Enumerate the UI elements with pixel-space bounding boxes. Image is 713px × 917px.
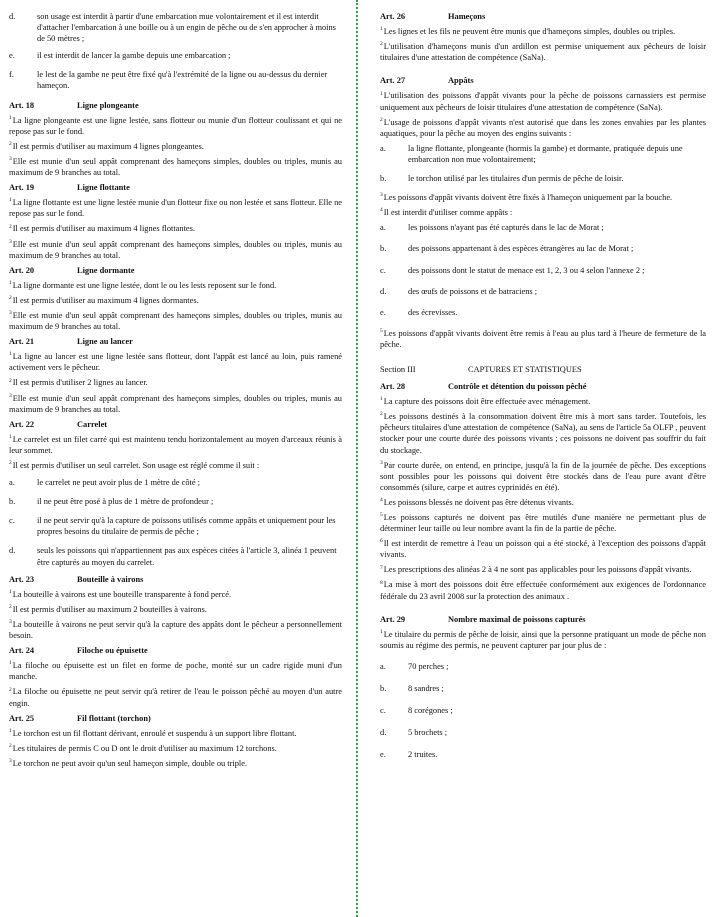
article-29 (380, 614, 706, 761)
paragraph: $^1$La ligne plongeante est une ligne lestée, sans flotteur ou munie d'un flotteur coulissant et qui ne repose pas sur le fond. (9, 114, 342, 136)
article-number: Art. 26 (380, 12, 406, 21)
paragraph: $^1$Les lignes et les fils ne peuvent être munis que d'hameçons simples, doubles ou triples. (380, 26, 676, 37)
article-heading (9, 713, 342, 724)
paragraph: $^2$Il est permis d'utiliser un seul carrelet. Son usage est réglé comme il suit : (9, 460, 260, 470)
item-text: seuls les poissons qui n'appartiennent pas aux espèces citées à l'article 3, alinéa 1 peuvent être capturés au moyen du carrelet. (37, 546, 337, 567)
item-letter: a. (380, 143, 386, 153)
paragraph: $^2$Il est permis d'utiliser au maximum 2 bouteilles à vairons. (9, 604, 207, 614)
article-27 (380, 75, 706, 350)
item-text: des écrevisses. (408, 307, 458, 317)
item-text: le torchon utilisé par les titulaires d'un permis de pêche de loisir. (408, 174, 624, 184)
article-title: Contrôle et détention du poisson pêché (448, 382, 587, 392)
item-letter: a. (9, 478, 15, 488)
item-text: des poissons appartenant à des espèces étrangères au lac de Morat ; (408, 244, 634, 254)
list-item (380, 265, 706, 276)
paragraph: $^8$La mise à mort des poissons doit être effectuée conformément aux exigences de l'ordonnance fédérale du 23 avril 2008 sur la protection des animaux . (380, 579, 706, 601)
paragraph: $^2$Les poissons destinés à la consommation doivent être mis à mort sans tarder. Toutefois, les pêcheurs titulaires d'une attestation de compétence (SaNa), au sens de l'article 5a OLFP , peuvent stocker pour une courte durée des poissons vivants ; ces poissons ne doivent pas souffrir du fait du stockage. (380, 411, 706, 455)
article-26 (380, 11, 706, 63)
section-number: Section III (380, 364, 416, 374)
item-letter: c. (380, 706, 386, 716)
article-title: Filoche ou épuisette (77, 646, 148, 656)
item-letter: b. (9, 497, 16, 507)
paragraph: $^3$Elle est munie d'un seul appât comprenant des hameçons simples, doubles ou triples, munis au maximum de 9 branches au total. (9, 238, 342, 260)
article-title: Fil flottant (torchon) (77, 713, 151, 723)
article-number: Art. 18 (9, 100, 35, 110)
article-title: Hameçons (448, 12, 486, 21)
list-item (9, 11, 342, 44)
article-23 (9, 574, 342, 641)
item-letter: d. (9, 546, 16, 556)
paragraph: $^2$Il est permis d'utiliser au maximum 4 lignes plongeantes. (9, 141, 204, 151)
article-number: Art. 27 (380, 76, 406, 86)
list-item (9, 496, 342, 507)
item-letter: d. (380, 728, 387, 738)
paragraph: $^5$Les poissons d'appât vivants doivent être remis à l'eau au plus tard à l'heure de fermeture de la pêche. (380, 327, 706, 349)
list-item (380, 705, 706, 716)
article-25 (9, 713, 342, 769)
list-item (380, 286, 706, 297)
article-number: Art. 20 (9, 265, 35, 275)
article-heading (9, 182, 342, 193)
item-letter: b. (380, 244, 387, 254)
list-item (380, 307, 706, 318)
article-number: Art. 23 (9, 574, 35, 584)
article-title: Ligne flottante (77, 183, 130, 193)
paragraph: $^4$Les poissons blessés ne doivent pas être détenus vivants. (380, 497, 574, 507)
paragraph: $^5$Les poissons capturés ne doivent pas être mutilés d'une manière ne permettant plus de déterminer leur taille ou leur nombre avant la fin de la partie de pêche. (380, 512, 706, 534)
list-item (9, 515, 342, 537)
item-text: 5 brochets ; (408, 728, 448, 738)
item-letter: b. (380, 174, 387, 184)
paragraph: $^1$L'utilisation des poissons d'appât vivants pour la pêche de poissons carnassiers est permise uniquement aux pêcheurs de loisir titulaires d'une attestation de compétence (SaNa). (380, 90, 706, 112)
article-heading (9, 100, 342, 111)
paragraph: $^2$L'usage de poissons d'appât vivants n'est autorisé que dans les zones envahies par les plantes aquatiques, pour la pêche au moyen des engins suivants : (380, 116, 706, 138)
paragraph: $^2$Il est permis d'utiliser au maximum 4 lignes flottantes. (9, 223, 195, 234)
paragraph: $^2$Les titulaires de permis C ou D ont le droit d'utiliser au maximum 12 torchons. (9, 742, 277, 753)
list-item (380, 143, 706, 165)
paragraph: $^3$Elle est munie d'un seul appât comprenant des hameçons simples, doubles ou triples, munis au maximum de 9 branches au total. (9, 392, 342, 414)
item-text: 8 corégones ; (408, 706, 453, 716)
article-heading (9, 419, 342, 430)
article-24 (9, 645, 342, 708)
item-text: 8 sandres ; (408, 684, 444, 694)
item-text: 70 perches ; (408, 661, 449, 671)
article-heading (380, 11, 706, 22)
column-divider (356, 0, 358, 917)
item-letter: c. (380, 265, 386, 275)
article-title: Nombre maximal de poissons capturés (448, 614, 586, 624)
paragraph: $^3$Elle est munie d'un seul appât comprenant des hameçons simples, doubles ou triples, munis au maximum de 9 branches au total. (9, 156, 342, 178)
list-item (380, 222, 706, 233)
article-heading (380, 75, 706, 86)
article-heading (380, 614, 706, 625)
item-text: il ne peut servir qu'à la capture de poissons utilisés comme appâts et uniquement pour les propres besoins du titulaire de permis de pêche ; (37, 516, 336, 537)
section-title: CAPTURES ET STATISTIQUES (468, 364, 582, 374)
list-item (9, 69, 342, 91)
item-text: le carrelet ne peut avoir plus de 1 mètre de côté ; (37, 478, 201, 488)
article-heading (9, 645, 342, 656)
article-number: Art. 29 (380, 614, 406, 624)
list-item (380, 727, 706, 738)
left-column (9, 11, 342, 773)
paragraph: $^3$Par courte durée, on entend, en principe, jusqu'à la fin de la journée de pêche. Des exceptions sont possibles pour les poissons qui doivent être stockés dans de l'eau pure avant d'être consommés (silure, carpe et autres cyprinidés en été). (380, 459, 706, 492)
item-letter: b. (380, 684, 387, 694)
article-heading (9, 336, 342, 347)
list-item (380, 243, 706, 254)
article-number: Art. 25 (9, 713, 35, 723)
paragraph: $^3$La bouteille à vairons ne peut servir qu'à la capture des appâts dont le pêcheur a personnellement besoin. (9, 619, 342, 641)
article-title: Bouteille à vairons (77, 574, 144, 584)
paragraph: $^3$Le torchon ne peut avoir qu'un seul hameçon simple, double ou triple. (9, 758, 248, 768)
article-22 (9, 419, 342, 568)
article-19 (9, 182, 342, 261)
section-heading (380, 364, 706, 375)
list-item (9, 50, 342, 61)
paragraph: $^2$La filoche ou épuisette ne peut servir qu'à retirer de l'eau le poisson pêché au moyen d'un autre engin. (9, 686, 342, 708)
item-text: des œufs de poissons et de batraciens ; (408, 286, 538, 296)
article-28 (380, 381, 706, 602)
article-heading (9, 265, 342, 276)
article-number: Art. 24 (9, 646, 35, 656)
item-text: des poissons dont le statut de menace est 1, 2, 3 ou 4 selon l'annexe 2 ; (408, 265, 645, 275)
paragraph: $^1$Le titulaire du permis de pêche de loisir, ainsi que la personne pratiquant un mode de pêche non soumis au régime des permis, ne peuvent capturer par jour plus de : (380, 628, 706, 650)
paragraph: $^1$La capture des poissons doit être effectuée avec ménagement. (380, 396, 591, 407)
item-text: il est interdit de lancer la gambe depuis une embarcation ; (37, 51, 231, 61)
item-letter: e. (380, 750, 386, 760)
paragraph: $^2$Il est permis d'utiliser au maximum 4 lignes dormantes. (9, 295, 199, 305)
item-text: 2 truites. (408, 750, 438, 760)
article-number: Art. 28 (380, 382, 406, 392)
paragraph: $^1$La bouteille à vairons est une bouteille transparente à fond percé. (9, 588, 232, 599)
paragraph: $^7$Les prescriptions des alinéas 2 à 4 ne sont pas applicables pour les poissons d'appât vivants. (380, 564, 692, 575)
paragraph: $^1$Le torchon est un fil flottant dérivant, enroulé et suspendu à un support libre flottant. (9, 727, 297, 738)
article-number: Art. 19 (9, 183, 35, 193)
article-title: Ligne au lancer (77, 337, 133, 347)
article-title: Carrelet (77, 419, 108, 429)
list-item (380, 173, 706, 184)
item-letter: e. (380, 307, 386, 317)
list-item (380, 749, 706, 760)
list-item (9, 545, 342, 567)
paragraph: $^6$Il est interdit de remettre à l'eau un poisson qui a été stocké, à l'exception des poissons d'appât vivants. (380, 538, 706, 560)
paragraph: $^2$Il est permis d'utiliser 2 lignes au lancer. (9, 377, 148, 388)
item-letter: a. (380, 223, 386, 233)
item-letter: e. (9, 51, 15, 61)
item-letter: a. (380, 661, 386, 671)
item-text: les poissons n'ayant pas été capturés dans le lac de Morat ; (408, 223, 604, 233)
paragraph: $^1$La filoche ou épuisette est un filet en forme de poche, monté sur un cadre rigide muni d'un manche. (9, 660, 342, 682)
article-heading (380, 381, 706, 392)
paragraph: $^2$L'utilisation d'hameçons munis d'un ardillon est permise uniquement aux pêcheurs de loisir titulaires d'une attestation de compétence (SaNa). (380, 41, 706, 63)
paragraph: $^1$La ligne dormante est une ligne lestée, dont le ou les lests reposent sur le fond. (9, 279, 277, 290)
item-text: il ne peut être posé à plus de 1 mètre de profondeur ; (37, 497, 214, 507)
right-column (380, 11, 706, 764)
item-text: son usage est interdit à partir d'une embarcation mue volontairement et il est interdit d'attacher l'embarcation à une boille ou à un engin de pêche ou de s'en approcher à moins de 50 mètres ; (37, 12, 336, 44)
list-item (9, 477, 342, 488)
article-title: Ligne dormante (77, 265, 135, 275)
article-number: Art. 22 (9, 419, 35, 429)
item-text: le lest de la gambe ne peut être fixé qu'à l'extrémité de la ligne ou au-dessus du dernier hameçon. (37, 70, 328, 91)
paragraph: $^3$Les poissons d'appât vivants doivent être fixés à l'hameçon uniquement par la bouche. (380, 192, 673, 203)
item-letter: d. (380, 286, 387, 296)
item-letter: f. (9, 70, 14, 80)
paragraph: $^3$Elle est munie d'un seul appât comprenant des hameçons simples, doubles ou triples, munis au maximum de 9 branches au total. (9, 310, 342, 332)
list-item (380, 683, 706, 694)
item-text: la ligne flottante, plongeante (hormis la gambe) et dormante, pratiquée depuis une embarcation non mue volontairement; (408, 143, 683, 164)
article-18 (9, 100, 342, 179)
item-letter: c. (9, 516, 15, 526)
paragraph: $^1$La ligne au lancer est une ligne lestée sans flotteur, dont l'appât est lancé au loin, puis ramené activement vers le pêcheur. (9, 351, 342, 373)
article-title: Ligne plongeante (77, 100, 139, 110)
item-letter: d. (9, 12, 16, 21)
article-21 (9, 336, 342, 415)
article-20 (9, 265, 342, 332)
article-number: Art. 21 (9, 337, 35, 347)
list-item (380, 661, 706, 672)
paragraph: $^4$Il est interdit d'utiliser comme appâts : (380, 207, 513, 218)
article-title: Appâts (448, 76, 474, 86)
article-heading (9, 574, 342, 585)
paragraph: $^1$La ligne flottante est une ligne lestée munie d'un flotteur fixe ou non lestée et sans flotteur. Elle ne repose pas sur le fond. (9, 197, 342, 219)
paragraph: $^1$Le carrelet est un filet carré qui est maintenu tendu horizontalement au moyen d'arceaux réunis à leur sommet. (9, 434, 342, 455)
